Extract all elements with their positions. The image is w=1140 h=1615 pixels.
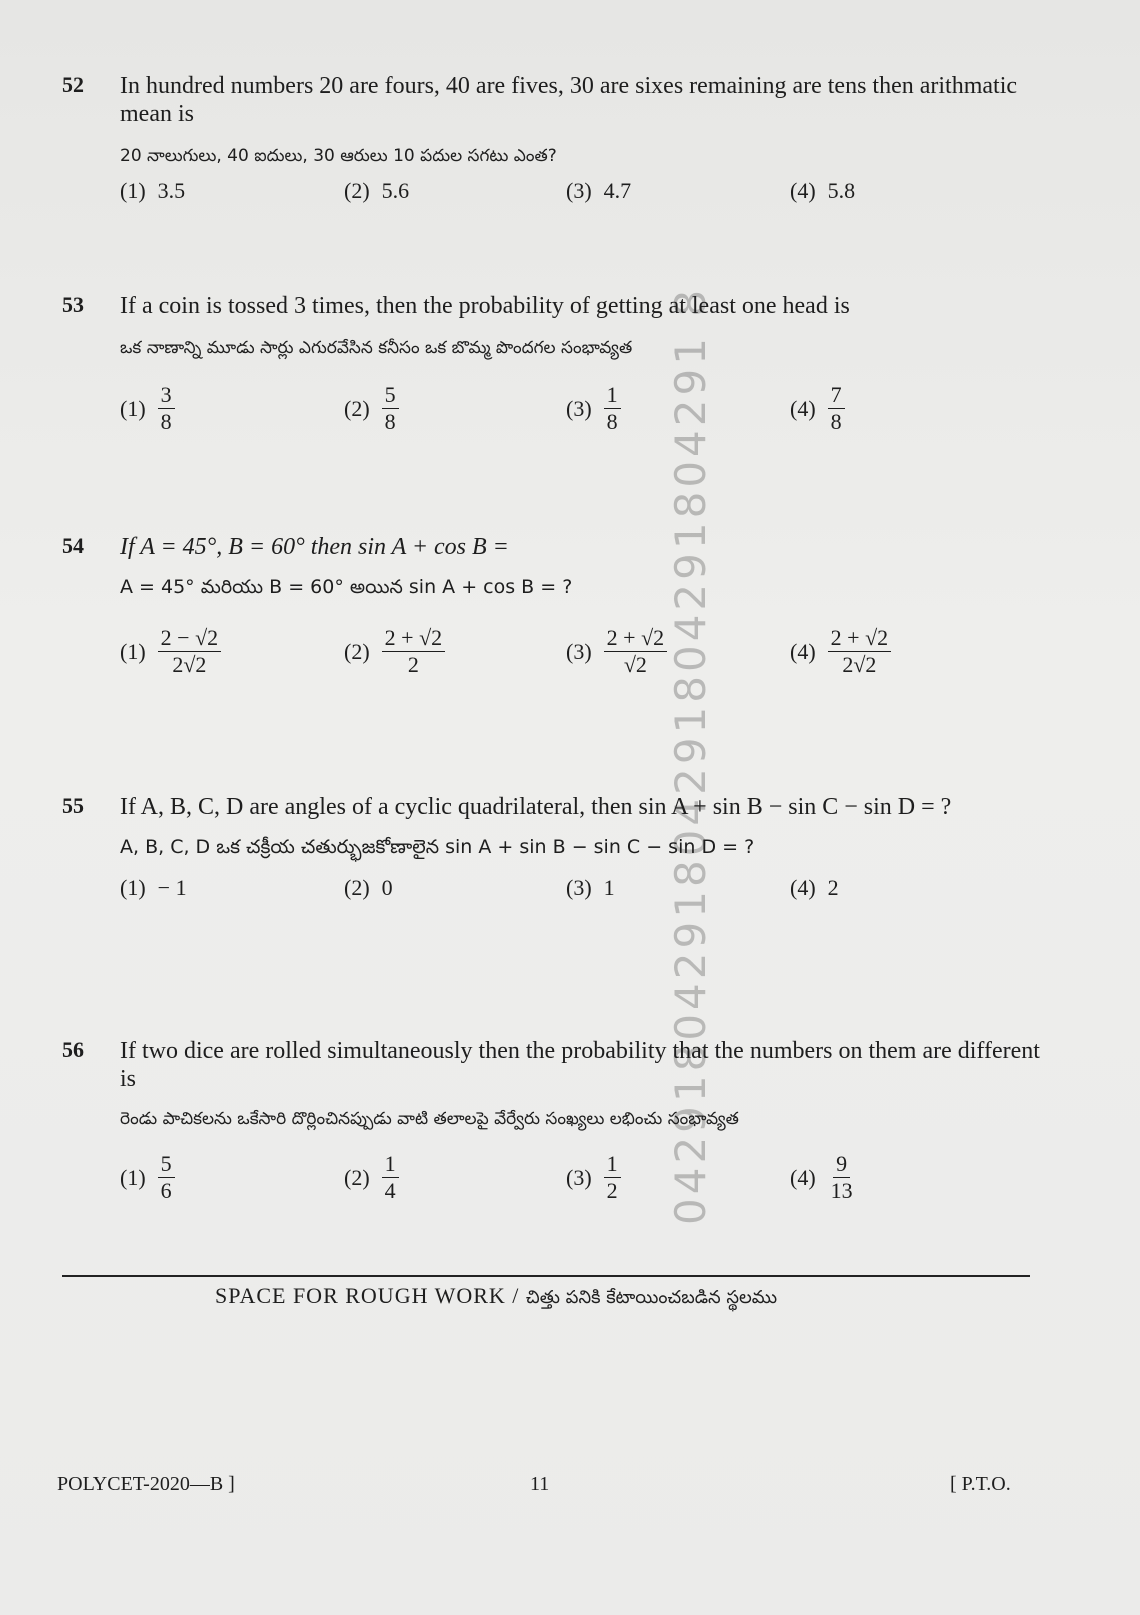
options — [120, 178, 1042, 238]
option-2: (2) $\frac{2 + √2}{2}$ — [344, 625, 445, 678]
fraction: $\frac{7}{8}$ — [828, 382, 845, 435]
option-2: (2) $\frac{1}{4}$ — [344, 1151, 399, 1204]
option-3: (3) $\frac{1}{8}$ — [566, 382, 621, 435]
question-text-english: If A = 45°, B = 60° then sin A + cos B = — [120, 534, 509, 560]
question-text-telugu: A = 45° మరియు B = 60° అయిన sin A + cos B = ? — [120, 576, 573, 598]
question-number: 52 — [62, 72, 84, 97]
fraction: $\frac{2 - √2}{2√2}$ — [158, 625, 221, 678]
options — [120, 1151, 1042, 1211]
option-4: (4) $\frac{7}{8}$ — [790, 382, 845, 435]
option-1: (1) 3.5 — [120, 178, 186, 203]
option-2: (2) 0 — [344, 875, 393, 900]
question-text-telugu: 20 నాలుగులు, 40 ఐదులు, 30 ఆరులు 10 పదుల సగటు ఎంత? — [120, 146, 557, 166]
option-4: (4) 2 — [790, 875, 839, 900]
fraction: $\frac{1}{4}$ — [382, 1151, 399, 1204]
question-number: 54 — [62, 533, 84, 558]
rough-work-heading: SPACE FOR ROUGH WORK / చిత్తు పనికి కేటాయించబడిన స్థలము — [215, 1283, 778, 1308]
option-1: (1) $\frac{3}{8}$ — [120, 382, 175, 435]
option-3: (3) $\frac{1}{2}$ — [566, 1151, 621, 1204]
option-4: (4) $\frac{9}{13}$ — [790, 1151, 856, 1204]
fraction: $\frac{2 + √2}{√2}$ — [604, 625, 667, 678]
fraction: $\frac{5}{6}$ — [158, 1151, 175, 1204]
options — [120, 875, 1042, 935]
option-4: (4) $\frac{2 + √2}{2√2}$ — [790, 625, 891, 678]
question-text-english: If a coin is tossed 3 times, then the probability of getting at least one head is — [120, 293, 850, 319]
option-3: (3) 4.7 — [566, 178, 632, 203]
option-1: (1) $\frac{2 - √2}{2√2}$ — [120, 625, 221, 678]
fraction: $\frac{2 + √2}{2}$ — [382, 625, 445, 678]
option-1: (1) $\frac{5}{6}$ — [120, 1151, 175, 1204]
page-number: 11 — [530, 1473, 550, 1495]
divider — [62, 1275, 1030, 1277]
option-4: (4) 5.8 — [790, 178, 856, 203]
fraction: $\frac{3}{8}$ — [158, 382, 175, 435]
option-2: (2) $\frac{5}{8}$ — [344, 382, 399, 435]
fraction: $\frac{5}{8}$ — [382, 382, 399, 435]
option-1: (1) − 1 — [120, 875, 187, 900]
question-number: 56 — [62, 1037, 84, 1062]
fraction: $\frac{9}{13}$ — [830, 1151, 853, 1203]
options — [120, 625, 1042, 685]
question-text-telugu: రెండు పాచికలను ఒకేసారి దొర్లించినప్పుడు వాటి తలాలపై వేర్వేరు సంఖ్యలు లభించు సంభావ్యత — [120, 1109, 739, 1129]
option-2: (2) 5.6 — [344, 178, 410, 203]
fraction: $\frac{2 + √2}{2√2}$ — [828, 625, 891, 678]
question-text-telugu: ఒక నాణాన్ని మూడు సార్లు ఎగురవేసిన కనీసం ఒక బొమ్మ పొందగల సంభావ్యత — [120, 338, 633, 358]
fraction: $\frac{1}{2}$ — [604, 1151, 621, 1204]
question-text-english: If A, B, C, D are angles of a cyclic quadrilateral, then sin A + sin B − sin C − sin D = ? — [120, 794, 952, 820]
option-3: (3) 1 — [566, 875, 615, 900]
question-text-english: In hundred numbers 20 are fours, 40 are fives, 30 are sixes remaining are tens then arithmatic mean is — [120, 73, 1018, 127]
fraction: $\frac{1}{8}$ — [604, 382, 621, 435]
paper-code: POLYCET-2020—B ] — [57, 1473, 235, 1495]
pto-label: [ P.T.O. — [950, 1473, 1011, 1495]
question-number: 53 — [62, 292, 84, 317]
serial-watermark: 04291804291804291804291804291 8 — [666, 285, 715, 1225]
question-text-english: If two dice are rolled simultaneously then the probability that the numbers on them are different is — [120, 1038, 1040, 1092]
question-text-telugu: A, B, C, D ఒక చక్రీయ చతుర్భుజకోణాలైన sin A + sin B − sin C − sin D = ? — [120, 836, 755, 858]
option-3: (3) $\frac{2 + √2}{√2}$ — [566, 625, 667, 678]
options — [120, 382, 1042, 442]
question-number: 55 — [62, 793, 84, 818]
